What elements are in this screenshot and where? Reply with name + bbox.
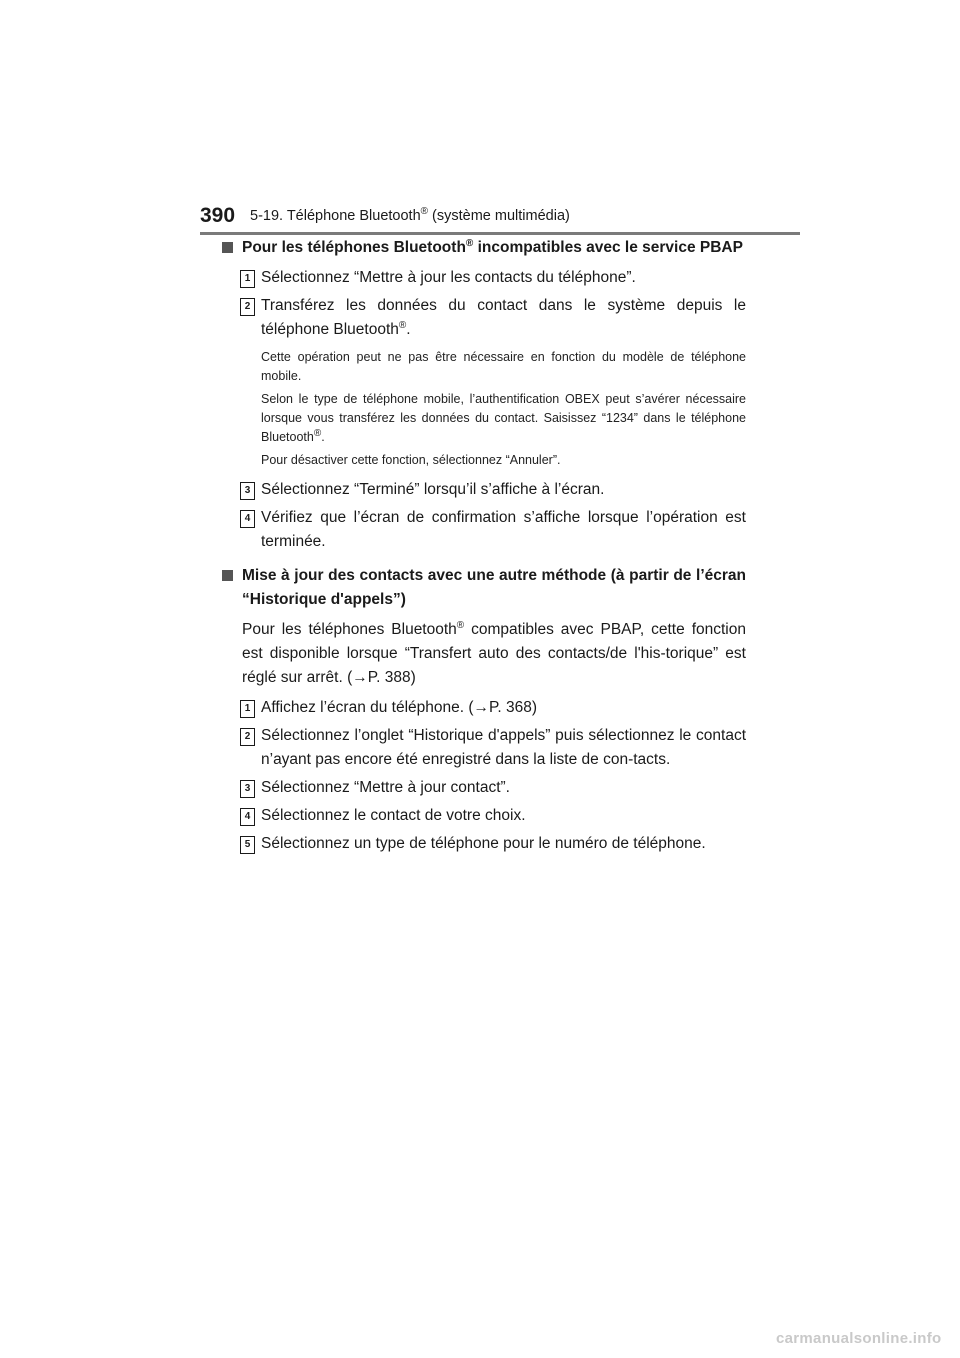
page-number: 390 [200, 204, 236, 227]
step-item: 5 Sélectionnez un type de téléphone pour le numéro de téléphone. [222, 832, 746, 856]
step-number-badge: 3 [240, 780, 255, 798]
page-content [222, 236, 746, 856]
square-bullet-icon [222, 242, 233, 253]
site-watermark: carmanualsonline.info [776, 1330, 942, 1347]
note-text: Pour désactiver cette fonction, sélectionnez “Annuler”. [261, 453, 561, 467]
section-intro: Pour les téléphones Bluetooth® compatibles avec PBAP, cette fonction est disponible lorsque “Transfert auto des contacts/de l'his-torique” est réglé sur arrêt. (→P. 388) [242, 619, 746, 686]
header-rule [200, 232, 800, 235]
step-number-badge: 1 [240, 700, 255, 718]
step-number-badge: 2 [240, 728, 255, 746]
step-item: 3 Sélectionnez “Mettre à jour contact”. [222, 776, 746, 800]
square-bullet-icon [222, 570, 233, 581]
step-item: 3 Sélectionnez “Terminé” lorsqu’il s’affiche à l’écran. [222, 478, 746, 502]
step-item: 2 Transférez les données du contact dans le système depuis le téléphone Bluetooth®. [222, 294, 746, 342]
step-number-badge: 2 [240, 298, 255, 316]
chapter-title: 5-19. Téléphone Bluetooth® (système multimédia) [250, 206, 570, 224]
step-number-badge: 3 [240, 482, 255, 500]
step-number-badge: 5 [240, 836, 255, 854]
step-number-badge: 4 [240, 808, 255, 826]
step-item: 2 Sélectionnez l’onglet “Historique d'appels” puis sélectionnez le contact n’ayant pas encore été enregistré dans la liste de con-tacts. [222, 724, 746, 772]
step-item: 1 Sélectionnez “Mettre à jour les contacts du téléphone”. [222, 266, 746, 290]
step-number-badge: 4 [240, 510, 255, 528]
step-item: 1 Affichez l’écran du téléphone. (→P. 368) [222, 696, 746, 720]
step-item: 4 Vérifiez que l’écran de confirmation s’affiche lorsque l’opération est terminée. [222, 506, 746, 554]
step-number-badge: 1 [240, 270, 255, 288]
page-header [200, 200, 800, 236]
note-text: Cette opération peut ne pas être nécessaire en fonction du modèle de téléphone mobile. [261, 350, 746, 383]
section-heading-pbap-incompatible: Pour les téléphones Bluetooth® incompatibles avec le service PBAP [222, 236, 746, 260]
step-item: 4 Sélectionnez le contact de votre choix. [222, 804, 746, 828]
note-text: Selon le type de téléphone mobile, l’authentification OBEX peut s’avérer nécessaire lorsque vous transférez les données du contact. Saisissez “1234” dans le téléphone Bluetooth®. [261, 392, 746, 444]
section-heading-other-method: Mise à jour des contacts avec une autre méthode (à partir de l’écran “Historique d'appels”) [222, 564, 746, 612]
